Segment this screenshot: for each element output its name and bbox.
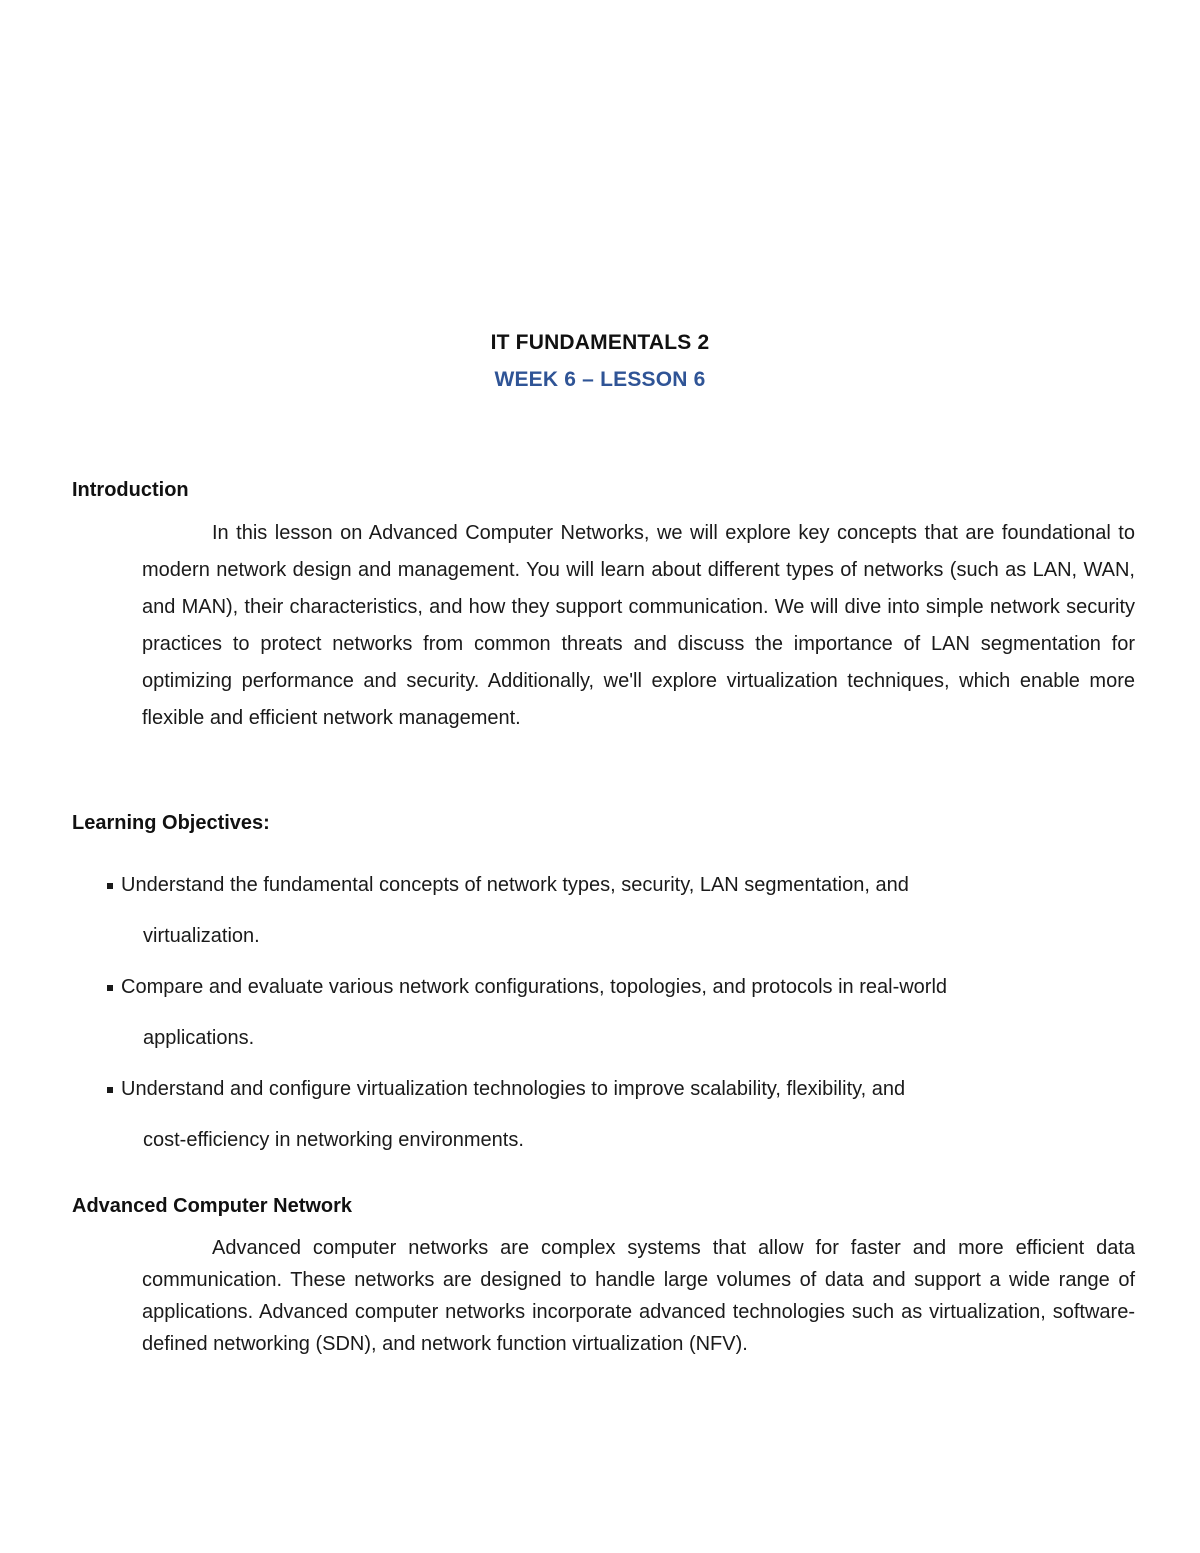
advanced-computer-network-paragraph [142, 1232, 1135, 1360]
learning-objectives-list [104, 860, 1104, 1166]
objective-line-continued: cost-efficiency in networking environments. [143, 1129, 524, 1151]
list-item [104, 860, 1104, 962]
learning-objectives-heading: Learning Objectives: [72, 812, 270, 834]
square-bullet-icon [107, 883, 113, 889]
document-subtitle: WEEK 6 – LESSON 6 [494, 368, 706, 391]
objective-line: Understand and configure virtualization technologies to improve scalability, flexibility, and [121, 1078, 906, 1100]
introduction-heading: Introduction [72, 479, 189, 501]
square-bullet-icon [107, 985, 113, 991]
introduction-paragraph [142, 515, 1135, 737]
square-bullet-icon [107, 1087, 113, 1093]
list-item [104, 1064, 1104, 1166]
introduction-text: In this lesson on Advanced Computer Networks, we will explore key concepts that are foundational to modern network design and management. You will learn about different types of networks (such as LAN, WAN, and MAN), their characteristics, and how they support communication. We will dive into simple network security practices to protect networks from common threats and discuss the importance of LAN segmentation for optimizing performance and security. Additionally, we'll explore virtualization techniques, which enable more flexible and efficient network management. [142, 522, 1135, 729]
objective-line: Compare and evaluate various network configurations, topologies, and protocols in real-world [121, 976, 948, 998]
objective-line-continued: virtualization. [143, 925, 260, 947]
advanced-computer-network-text: Advanced computer networks are complex systems that allow for faster and more efficient data communication. These networks are designed to handle large volumes of data and support a wide range of applications. Advanced computer networks incorporate advanced technologies such as virtualization, software-defined networking (SDN), and network function virtualization (NFV). [142, 1237, 1135, 1355]
document-title: IT FUNDAMENTALS 2 [490, 331, 710, 354]
list-item [104, 962, 1104, 1064]
advanced-computer-network-heading: Advanced Computer Network [72, 1195, 353, 1217]
objective-line-continued: applications. [143, 1027, 255, 1049]
objective-line: Understand the fundamental concepts of network types, security, LAN segmentation, and [121, 874, 909, 896]
